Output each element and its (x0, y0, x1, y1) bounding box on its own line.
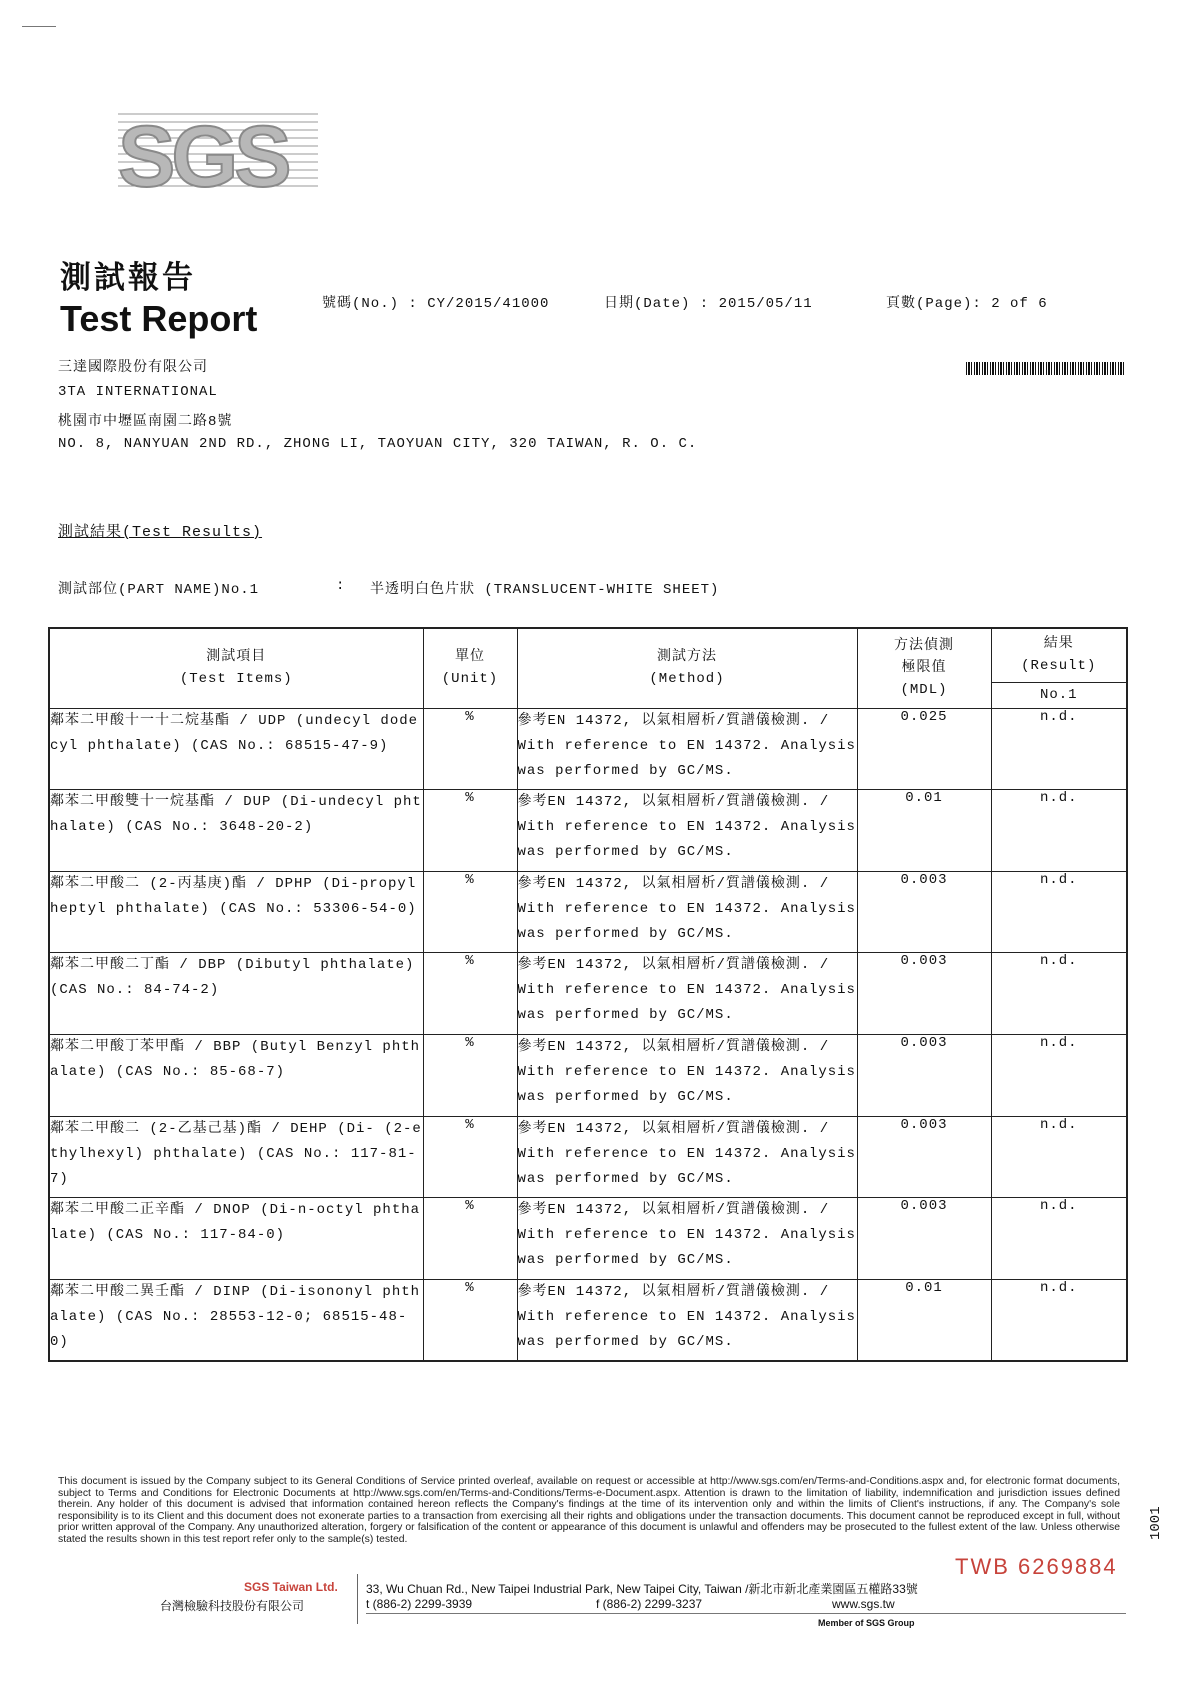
test-item-cell: 鄰苯二甲酸十一十二烷基酯 / UDP (undecyl dodecyl phthalate) (CAS No.: 68515-47-9) (49, 708, 423, 790)
barcode (966, 362, 1126, 375)
part-name-value: 半透明白色片狀 (TRANSLUCENT-WHITE SHEET) (370, 582, 720, 598)
table-row (49, 1279, 1127, 1361)
header-unit-en: (Unit) (441, 671, 499, 688)
table-row (49, 1035, 1127, 1117)
mdl-cell: 0.003 (857, 871, 991, 953)
header-mdl (857, 628, 991, 708)
unit-cell: % (423, 1279, 517, 1361)
company-name-english: 3TA INTERNATIONAL (58, 384, 218, 400)
results-table-body (49, 708, 1127, 1361)
result-cell: n.d. (991, 790, 1127, 872)
twb-number: TWB 6269884 (955, 1554, 1118, 1579)
result-cell: n.d. (991, 1279, 1127, 1361)
header-result-no: No.1 (991, 682, 1127, 708)
unit-cell: % (423, 790, 517, 872)
sgs-fax: f (886-2) 2299-3237 (596, 1597, 703, 1611)
header-mdl-line3: (MDL) (900, 682, 948, 699)
table-row (49, 1198, 1127, 1280)
result-cell: n.d. (991, 953, 1127, 1035)
corner-mark (22, 26, 56, 27)
result-cell: n.d. (991, 1035, 1127, 1117)
table-row (49, 708, 1127, 790)
header-mdl-line2: 極限值 (901, 660, 947, 677)
company-name-chinese: 三達國際股份有限公司 (58, 360, 208, 376)
mdl-cell: 0.003 (857, 953, 991, 1035)
sgs-taiwan-name: SGS Taiwan Ltd. (244, 1580, 338, 1594)
report-number: 號碼(No.) : CY/2015/41000 (322, 296, 550, 312)
page-number: 頁數(Page): 2 of 6 (886, 296, 1048, 312)
test-item-cell: 鄰苯二甲酸二異壬酯 / DINP (Di-isononyl phthalate) (CAS No.: 28553-12-0; 68515-48-0) (49, 1279, 423, 1361)
method-cell: 參考EN 14372, 以氣相層析/質譜儀檢測. / With reference to EN 14372. Analysis was performed by GC/MS. (517, 1279, 857, 1361)
table-row (49, 953, 1127, 1035)
title-english: Test Report (60, 298, 258, 339)
result-cell: n.d. (991, 871, 1127, 953)
unit-cell: % (423, 708, 517, 790)
result-cell: n.d. (991, 708, 1127, 790)
header-unit-zh: 單位 (455, 649, 485, 666)
disclaimer-text: This document is issued by the Company subject to its General Conditions of Service printed overleaf, available on request or accessible at http://www.sgs.com/en/Terms-and-Conditions.aspx and, for electronic format documents, subject to Terms and Conditions for Electronic Documents at http://www.sgs.com/en/Terms-and-Conditions/Terms-e-Document.aspx. Attention is drawn to the limitation of liability, indemnification and jurisdiction issues defined therein. Any holder of this document is advised that information contained hereon reflects the Company's findings at the time of its intervention only and within the limits of Client's instructions, if any. The Company's sole responsibility is to its Client and this document does not exonerate parties to a transaction from exercising all their rights and obligations under the transaction documents. This document cannot be reproduced except in full, without prior written approval of the Company. Any unauthorized alteration, forgery or falsification of the content or appearance of this document is unlawful and offenders may be prosecuted to the fullest extent of the law. Unless otherwise stated the results shown in this test report refer only to the sample(s) tested. (58, 1476, 1120, 1545)
side-code: 1001 (1148, 1506, 1164, 1540)
company-address-english: NO. 8, NANYUAN 2ND RD., ZHONG LI, TAOYUAN CITY, 320 TAIWAN, R. O. C. (58, 436, 698, 452)
header-method-en: (Method) (649, 671, 725, 688)
method-cell: 參考EN 14372, 以氣相層析/質譜儀檢測. / With reference to EN 14372. Analysis was performed by GC/MS. (517, 1198, 857, 1280)
report-date: 日期(Date) : 2015/05/11 (604, 296, 813, 312)
footer-divider (357, 1574, 358, 1624)
test-item-cell: 鄰苯二甲酸二丁酯 / DBP (Dibutyl phthalate) (CAS No.: 84-74-2) (49, 953, 423, 1035)
header-result-en: (Result) (1021, 658, 1097, 675)
sgs-taiwan-name-chinese: 台灣檢驗科技股份有限公司 (160, 1599, 305, 1613)
sgs-website: www.sgs.tw (832, 1597, 895, 1611)
sgs-logo (118, 96, 318, 200)
unit-cell: % (423, 953, 517, 1035)
method-cell: 參考EN 14372, 以氣相層析/質譜儀檢測. / With reference to EN 14372. Analysis was performed by GC/MS. (517, 871, 857, 953)
mdl-cell: 0.01 (857, 1279, 991, 1361)
sgs-address: 33, Wu Chuan Rd., New Taipei Industrial Park, New Taipei City, Taiwan /新北市新北產業園區五權路33號 (366, 1582, 918, 1596)
company-address-chinese: 桃園市中壢區南園二路8號 (58, 414, 233, 430)
result-cell: n.d. (991, 1198, 1127, 1280)
member-of-sgs-group: Member of SGS Group (818, 1618, 915, 1628)
unit-cell: % (423, 871, 517, 953)
test-item-cell: 鄰苯二甲酸雙十一烷基酯 / DUP (Di-undecyl phthalate) (CAS No.: 3648-20-2) (49, 790, 423, 872)
header-method (517, 628, 857, 708)
method-cell: 參考EN 14372, 以氣相層析/質譜儀檢測. / With reference to EN 14372. Analysis was performed by GC/MS. (517, 1116, 857, 1198)
title-chinese: 測試報告 (60, 260, 196, 296)
table-row (49, 790, 1127, 872)
header-result-zh: 結果 (1043, 636, 1074, 653)
table-row (49, 871, 1127, 953)
unit-cell: % (423, 1035, 517, 1117)
method-cell: 參考EN 14372, 以氣相層析/質譜儀檢測. / With reference to EN 14372. Analysis was performed by GC/MS. (517, 790, 857, 872)
method-cell: 參考EN 14372, 以氣相層析/質譜儀檢測. / With reference to EN 14372. Analysis was performed by GC/MS. (517, 1035, 857, 1117)
header-test-items-en: (Test Items) (179, 671, 293, 688)
header-test-items-zh: 測試項目 (206, 649, 267, 666)
mdl-cell: 0.025 (857, 708, 991, 790)
table-row (49, 1116, 1127, 1198)
method-cell: 參考EN 14372, 以氣相層析/質譜儀檢測. / With reference to EN 14372. Analysis was performed by GC/MS. (517, 708, 857, 790)
part-name-separator: : (336, 578, 346, 594)
header-unit (423, 628, 517, 708)
result-cell: n.d. (991, 1116, 1127, 1198)
part-name-label: 測試部位(PART NAME)No.1 (58, 582, 260, 598)
test-item-cell: 鄰苯二甲酸二 (2-丙基庚)酯 / DPHP (Di-propylheptyl phthalate) (CAS No.: 53306-54-0) (49, 871, 423, 953)
section-title: 測試結果(Test Results) (58, 524, 263, 541)
header-method-zh: 測試方法 (657, 649, 717, 666)
sgs-logo-text: SGS (118, 109, 288, 200)
header-result (991, 628, 1127, 682)
results-table (48, 627, 1128, 1362)
header-test-items (49, 628, 423, 708)
mdl-cell: 0.01 (857, 790, 991, 872)
unit-cell: % (423, 1198, 517, 1280)
sgs-telephone: t (886-2) 2299-3939 (366, 1597, 473, 1611)
unit-cell: % (423, 1116, 517, 1198)
mdl-cell: 0.003 (857, 1198, 991, 1280)
test-item-cell: 鄰苯二甲酸二 (2-乙基己基)酯 / DEHP (Di- (2-ethylhexyl) phthalate) (CAS No.: 117-81-7) (49, 1116, 423, 1198)
method-cell: 參考EN 14372, 以氣相層析/質譜儀檢測. / With reference to EN 14372. Analysis was performed by GC/MS. (517, 953, 857, 1035)
header-mdl-line1: 方法偵測 (894, 638, 954, 655)
mdl-cell: 0.003 (857, 1035, 991, 1117)
footer-rule (366, 1613, 1126, 1614)
test-item-cell: 鄰苯二甲酸丁苯甲酯 / BBP (Butyl Benzyl phthalate) (CAS No.: 85-68-7) (49, 1035, 423, 1117)
mdl-cell: 0.003 (857, 1116, 991, 1198)
test-item-cell: 鄰苯二甲酸二正辛酯 / DNOP (Di-n-octyl phthalate) (CAS No.: 117-84-0) (49, 1198, 423, 1280)
